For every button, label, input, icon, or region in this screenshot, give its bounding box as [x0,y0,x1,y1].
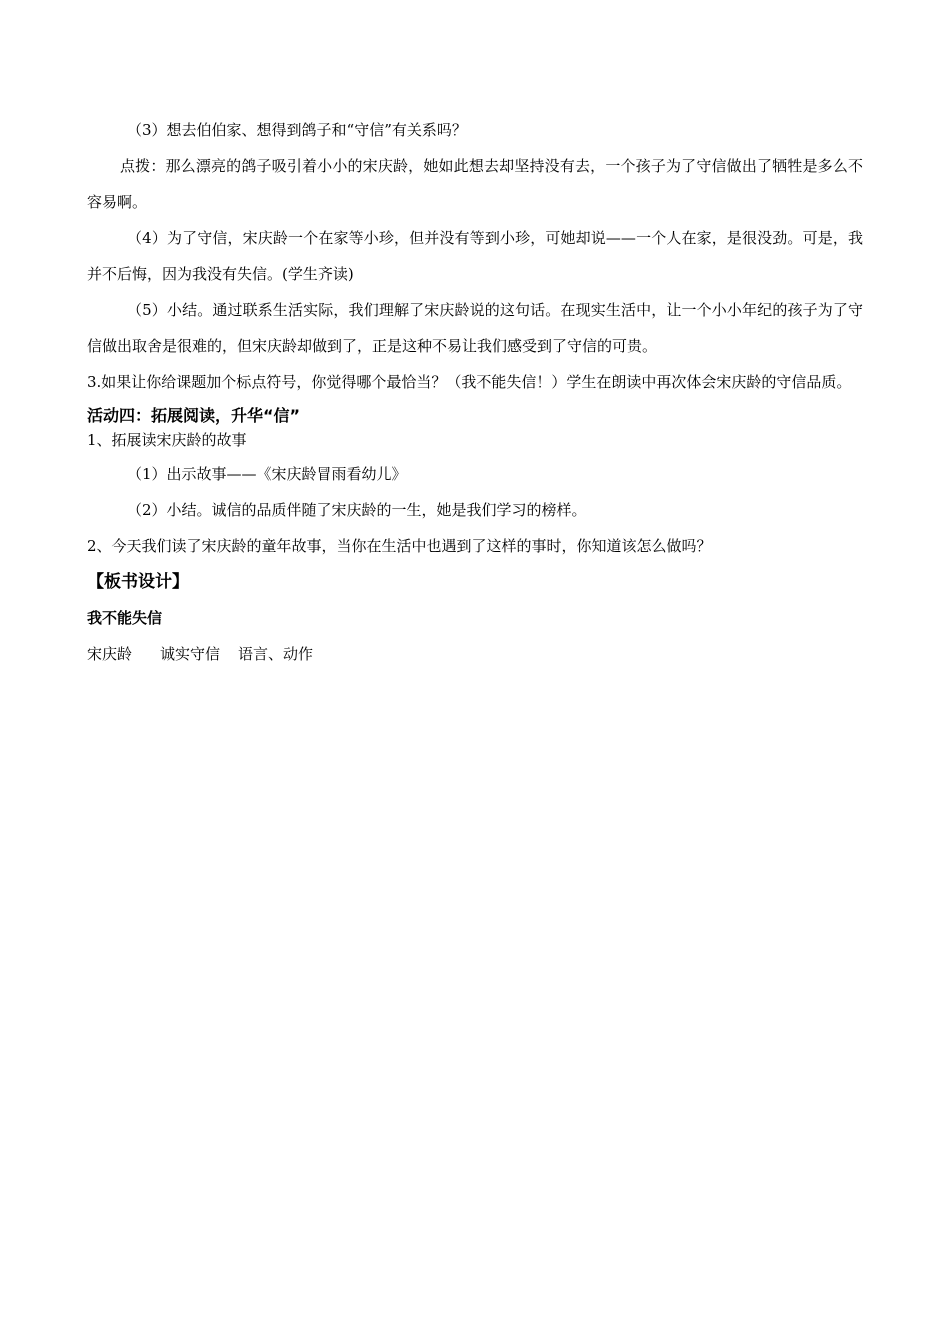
item-3-paragraph: 3.如果让你给课题加个标点符号，你觉得哪个最恰当？（我不能失信！）学生在朗读中再次体会宋庆龄的守信品质。 [87,373,852,391]
document-page [87,112,863,672]
board-design-subtitle: 我不能失信 [87,609,163,627]
board-col-method: 语言、动作 [238,645,314,663]
activity-4-item-2: 2、今天我们读了宋庆龄的童年故事，当你在生活中也遇到了这样的事时，你知道该怎么做吗？ [87,537,712,555]
question-5-summary: （5）小结。通过联系生活实际，我们理解了宋庆龄说的这句话。在现实生活中，让一个小小年纪的孩子为了守信做出取舍是很难的，但宋庆龄却做到了，正是这种不易让我们感受到了守信的可贵。 [87,301,863,355]
activity-4-item-1: 1、拓展读宋庆龄的故事 [87,431,247,449]
question-3: （3）想去伯伯家、想得到鸽子和“守信”有关系吗？ [127,121,467,139]
question-4: （4）为了守信，宋庆龄一个在家等小珍，但并没有等到小珍，可她却说——一个人在家，是很没劲。可是，我并不后悔，因为我没有失信。(学生齐读) [87,229,863,283]
activity-4-sub-1: （1）出示故事——《宋庆龄冒雨看幼儿》 [127,465,407,483]
activity-4-heading: 活动四：拓展阅读，升华“信” [87,406,301,425]
board-design-row [87,636,863,672]
activity-4-sub-2: （2）小结。诚信的品质伴随了宋庆龄的一生，她是我们学习的榜样。 [127,501,587,519]
hint-paragraph: 点拨：那么漂亮的鸽子吸引着小小的宋庆龄，她如此想去却坚持没有去，一个孩子为了守信做出了牺牲是多么不容易啊。 [87,157,863,211]
board-col-name: 宋庆龄 [87,645,133,663]
board-col-quality: 诚实守信 [160,645,221,663]
board-design-title: 【板书设计】 [87,572,189,592]
